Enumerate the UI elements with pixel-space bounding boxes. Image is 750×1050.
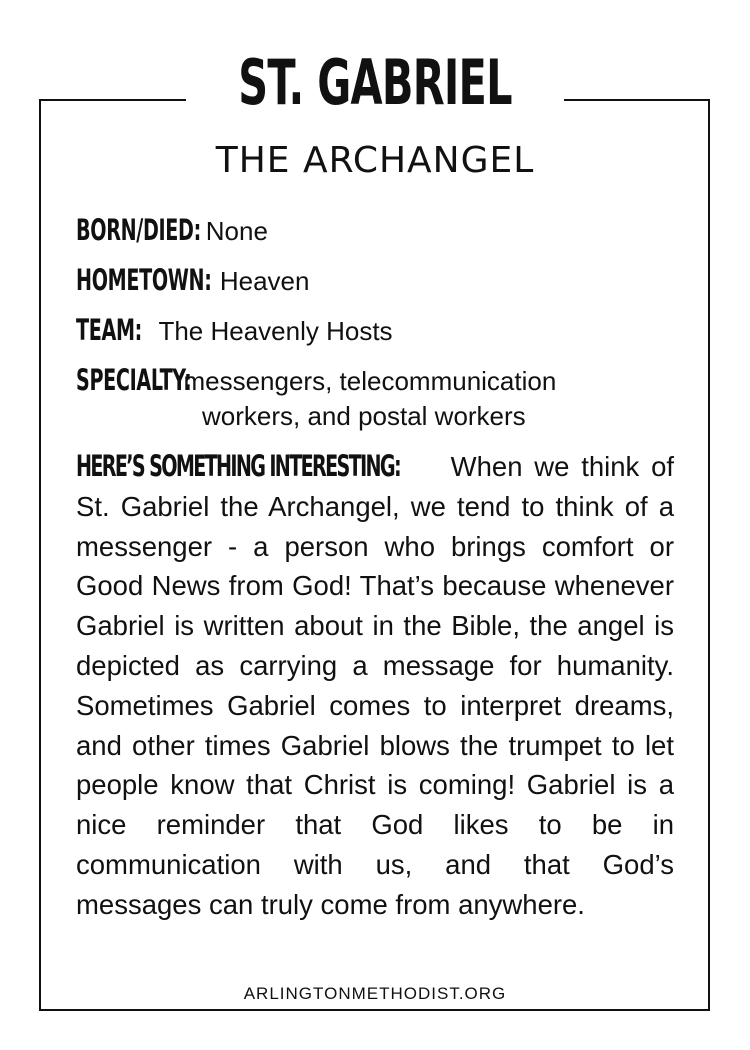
fact-specialty-continued: workers, and postal workers — [202, 401, 526, 431]
card-title: ST. GABRIEL — [238, 47, 512, 120]
footer-website: ARLINGTONMETHODIST.ORG — [243, 984, 507, 1003]
interesting-label: HERE’S SOMETHING INTERESTING: — [76, 449, 400, 483]
fact-value: None — [205, 216, 268, 246]
interesting-paragraph — [76, 447, 674, 925]
fact-label: TEAM: — [76, 313, 142, 347]
facts-list — [76, 205, 676, 405]
fact-label: HOMETOWN: — [76, 263, 212, 297]
fact-value: messengers, telecommunication — [183, 366, 557, 396]
fact-team — [76, 305, 676, 355]
fact-value: Heaven — [219, 266, 310, 296]
interesting-text: When we think of St. Gabriel the Archangel, we tend to think of a messenger - a person who brings comfort or Good News from God! That’s because whenever Gabriel is written about in the Bible, the angel is depicted as carrying a message for humanity. Sometimes Gabriel comes to interpret dreams, and other times Gabriel blows the trumpet to let people know that Christ is coming! Gabriel is a nice reminder that God likes to be in communication with us, and that God’s messages can truly come from anywhere. — [76, 451, 675, 920]
fact-hometown — [76, 255, 676, 305]
fact-label: BORN/DIED: — [76, 213, 201, 247]
fact-value: The Heavenly Hosts — [158, 316, 393, 346]
fact-label: SPECIALTY: — [76, 363, 192, 397]
interesting-label-wrap — [76, 447, 400, 487]
card-subtitle: THE ARCHANGEL — [215, 140, 535, 181]
fact-born-died — [76, 205, 676, 255]
